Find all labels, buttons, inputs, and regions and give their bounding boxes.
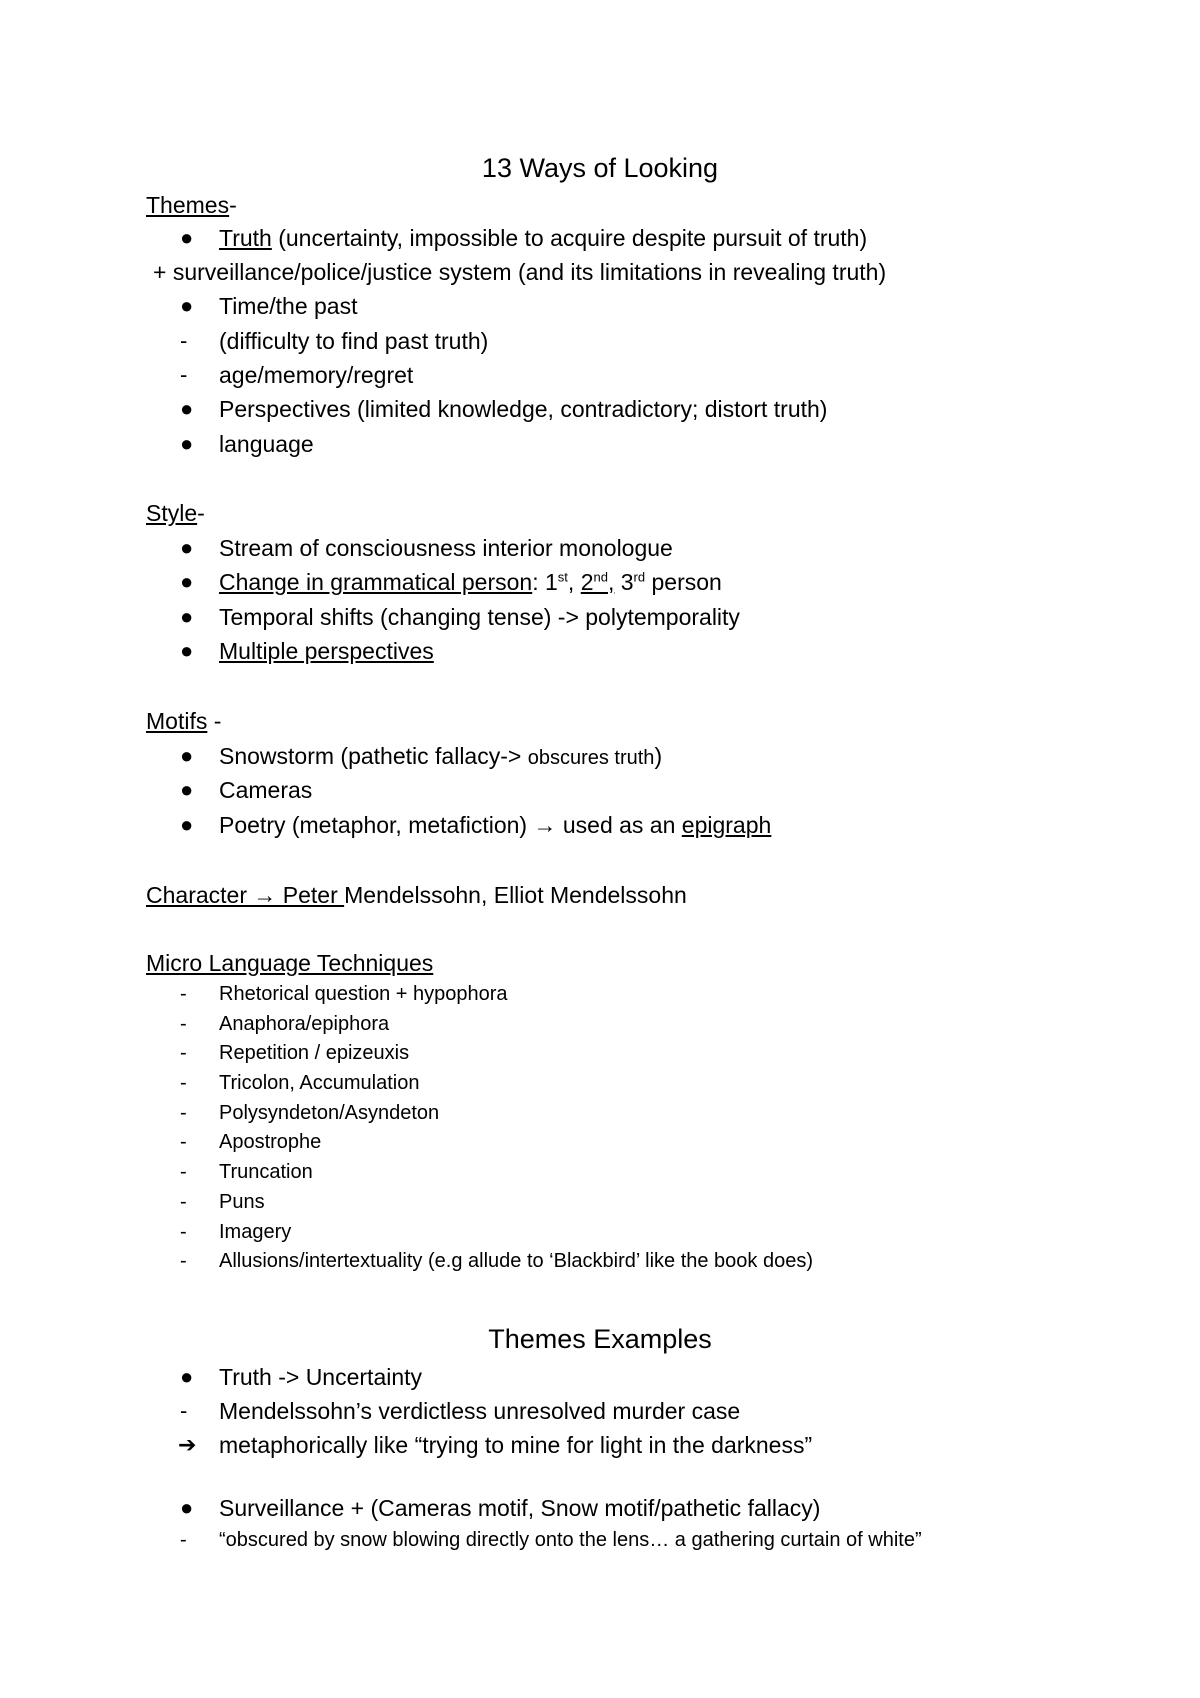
themes-heading: Themes- [146,192,237,218]
dash: - [180,1250,187,1272]
dash: - [180,1529,187,1551]
section-title: Themes Examples [488,1324,712,1354]
list-item: Temporal shifts (changing tense) -> polytemporality [219,604,740,630]
bullet: ● [180,604,194,629]
bullet: ● [180,812,194,837]
page-title: 13 Ways of Looking [481,153,719,183]
list-item: Polysyndeton/Asyndeton [219,1102,440,1124]
dash: - [180,1072,187,1094]
list-item: Change in grammatical person: 1st, 2nd, 3rd person [219,569,722,595]
dash: - [180,328,188,353]
list-item: Snowstorm (pathetic fallacy-> obscures truth) [219,743,663,769]
dash: - [180,1131,187,1153]
arrow-icon: ➔ [178,1432,197,1457]
list-item: language [219,431,314,457]
list-item: Imagery [219,1221,292,1243]
bullet: ● [180,638,194,663]
dash: - [180,983,187,1005]
bullet: ● [180,777,194,802]
dash: - [180,362,188,387]
list-item: Perspectives (limited knowledge, contradictory; distort truth) [219,396,828,422]
list-item: Surveillance + (Cameras motif, Snow motif/pathetic fallacy) [219,1495,821,1521]
list-item: Time/the past [219,293,358,319]
list-item: Truth (uncertainty, impossible to acquire despite pursuit of truth) [219,225,868,251]
list-item: Truth -> Uncertainty [219,1364,423,1390]
list-item: (difficulty to find past truth) [219,328,489,354]
bullet: ● [180,396,194,421]
list-item: Poetry (metaphor, metafiction) → used as an epigraph [219,812,772,838]
list-item: Allusions/intertextuality (e.g allude to ‘Blackbird’ like the book does) [219,1250,814,1272]
bullet: ● [180,293,194,318]
bullet: ● [180,535,194,560]
list-item: Tricolon, Accumulation [219,1072,420,1094]
character-line: Character → Peter Mendelssohn, Elliot Mendelssohn [146,882,687,908]
list-item: Anaphora/epiphora [219,1013,390,1035]
list-item: Stream of consciousness interior monologue [219,535,673,561]
dash: - [180,1161,187,1183]
bullet: ● [180,225,194,250]
micro-heading: Micro Language Techniques [146,950,434,976]
list-item: Multiple perspectives [219,638,434,664]
bullet: ● [180,431,194,456]
bullet: ● [180,1495,194,1520]
list-item: metaphorically like “trying to mine for light in the darkness” [219,1432,813,1458]
list-item: Repetition / epizeuxis [219,1042,410,1064]
bullet: ● [180,569,194,594]
list-item: Cameras [219,777,313,803]
list-item: Rhetorical question + hypophora [219,983,508,1005]
style-heading: Style- [146,500,205,526]
dash: - [180,1191,187,1213]
list-item: “obscured by snow blowing directly onto the lens… a gathering curtain of white” [219,1529,922,1551]
bullet: ● [180,1364,194,1389]
bullet: ● [180,743,194,768]
list-item: + surveillance/police/justice system (and its limitations in revealing truth) [153,259,887,285]
dash: - [180,1013,187,1035]
list-item: Mendelssohn’s verdictless unresolved murder case [219,1398,741,1424]
motifs-heading: Motifs - [146,708,222,734]
list-item: age/memory/regret [219,362,414,388]
dash: - [180,1102,187,1124]
list-item: Puns [219,1191,265,1213]
dash: - [180,1042,187,1064]
dash: - [180,1398,188,1423]
list-item: Apostrophe [219,1131,322,1153]
dash: - [180,1221,187,1243]
list-item: Truncation [219,1161,313,1183]
